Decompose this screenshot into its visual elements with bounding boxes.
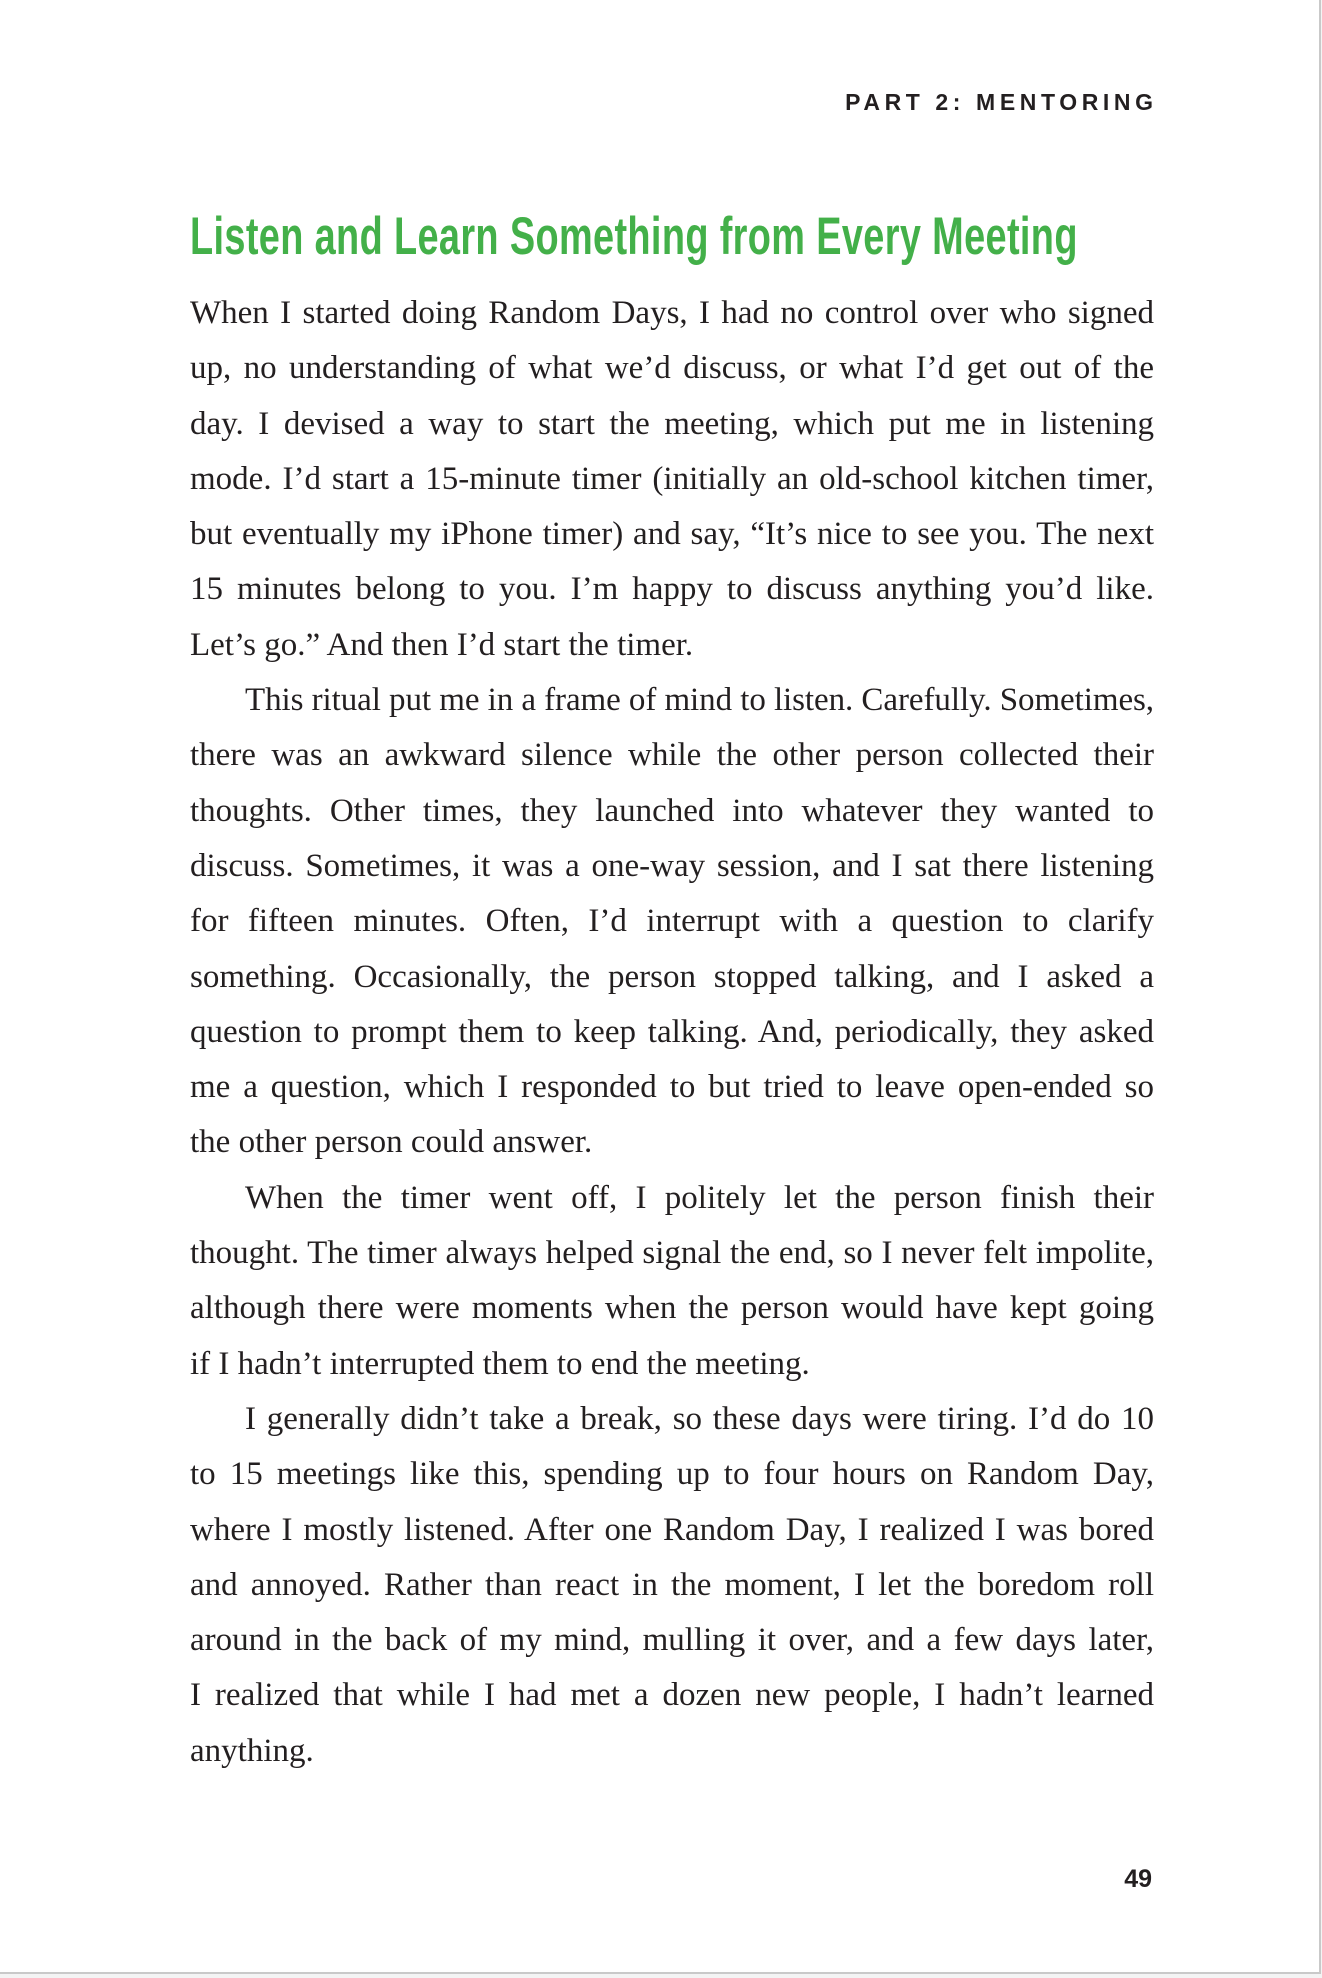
text-line: mode. I’d start a 15-minute timer (initially an old-school kitchen timer, bbox=[190, 460, 1154, 497]
text-line: Let’s go.” And then I’d start the timer. bbox=[190, 626, 694, 663]
text-line: up, no understanding of what we’d discuss, or what I’d get out of the bbox=[190, 350, 1154, 387]
text-line: something. Occasionally, the person stopped talking, and I asked a bbox=[190, 958, 1154, 995]
text-line: there was an awkward silence while the other person collected their bbox=[190, 737, 1154, 774]
text-line: anything. bbox=[190, 1732, 314, 1769]
text-line: thought. The timer always helped signal the end, so I never felt impolite, bbox=[190, 1235, 1154, 1272]
page-number: 49 bbox=[1124, 1865, 1152, 1893]
text-line: question to prompt them to keep talking. And, periodically, they asked bbox=[190, 1013, 1154, 1050]
paragraph-2 bbox=[190, 673, 1154, 1171]
text-line: to 15 meetings like this, spending up to four hours on Random Day, bbox=[190, 1456, 1154, 1493]
text-line: discuss. Sometimes, it was a one-way session, and I sat there listening bbox=[190, 847, 1154, 884]
text-line: day. I devised a way to start the meeting, which put me in listening bbox=[190, 405, 1154, 442]
body-text bbox=[190, 286, 1154, 1779]
text-line: although there were moments when the person would have kept going bbox=[190, 1290, 1154, 1327]
text-line: if I hadn’t interrupted them to end the meeting. bbox=[190, 1345, 810, 1382]
section-title: Listen and Learn Something from Every Meeting bbox=[190, 207, 1078, 266]
text-line: thoughts. Other times, they launched into whatever they wanted to bbox=[190, 792, 1154, 829]
paragraph-1 bbox=[190, 286, 1154, 673]
text-line: around in the back of my mind, mulling it over, and a few days later, bbox=[190, 1622, 1154, 1659]
paragraph-3 bbox=[190, 1171, 1154, 1392]
text-line: me a question, which I responded to but tried to leave open-ended so bbox=[190, 1069, 1154, 1106]
section-heading-wrap bbox=[190, 205, 1190, 269]
running-head: PART 2: MENTORING bbox=[845, 89, 1158, 115]
text-line: When the timer went off, I politely let the person finish their bbox=[245, 1179, 1154, 1216]
text-line: the other person could answer. bbox=[190, 1124, 593, 1161]
text-line: 15 minutes belong to you. I’m happy to discuss anything you’d like. bbox=[190, 571, 1154, 608]
text-line: When I started doing Random Days, I had no control over who signed bbox=[190, 295, 1154, 331]
text-line: I realized that while I had met a dozen new people, I hadn’t learned bbox=[190, 1677, 1154, 1714]
text-line: I generally didn’t take a break, so these days were tiring. I’d do 10 bbox=[245, 1400, 1154, 1437]
text-line: where I mostly listened. After one Random Day, I realized I was bored bbox=[190, 1511, 1154, 1548]
paragraph-4 bbox=[190, 1392, 1154, 1779]
text-line: This ritual put me in a frame of mind to listen. Carefully. Sometimes, bbox=[245, 682, 1154, 719]
text-line: for fifteen minutes. Often, I’d interrupt with a question to clarify bbox=[190, 903, 1154, 940]
text-line: but eventually my iPhone timer) and say, “It’s nice to see you. The next bbox=[190, 516, 1154, 553]
text-line: and annoyed. Rather than react in the moment, I let the boredom roll bbox=[190, 1566, 1154, 1603]
